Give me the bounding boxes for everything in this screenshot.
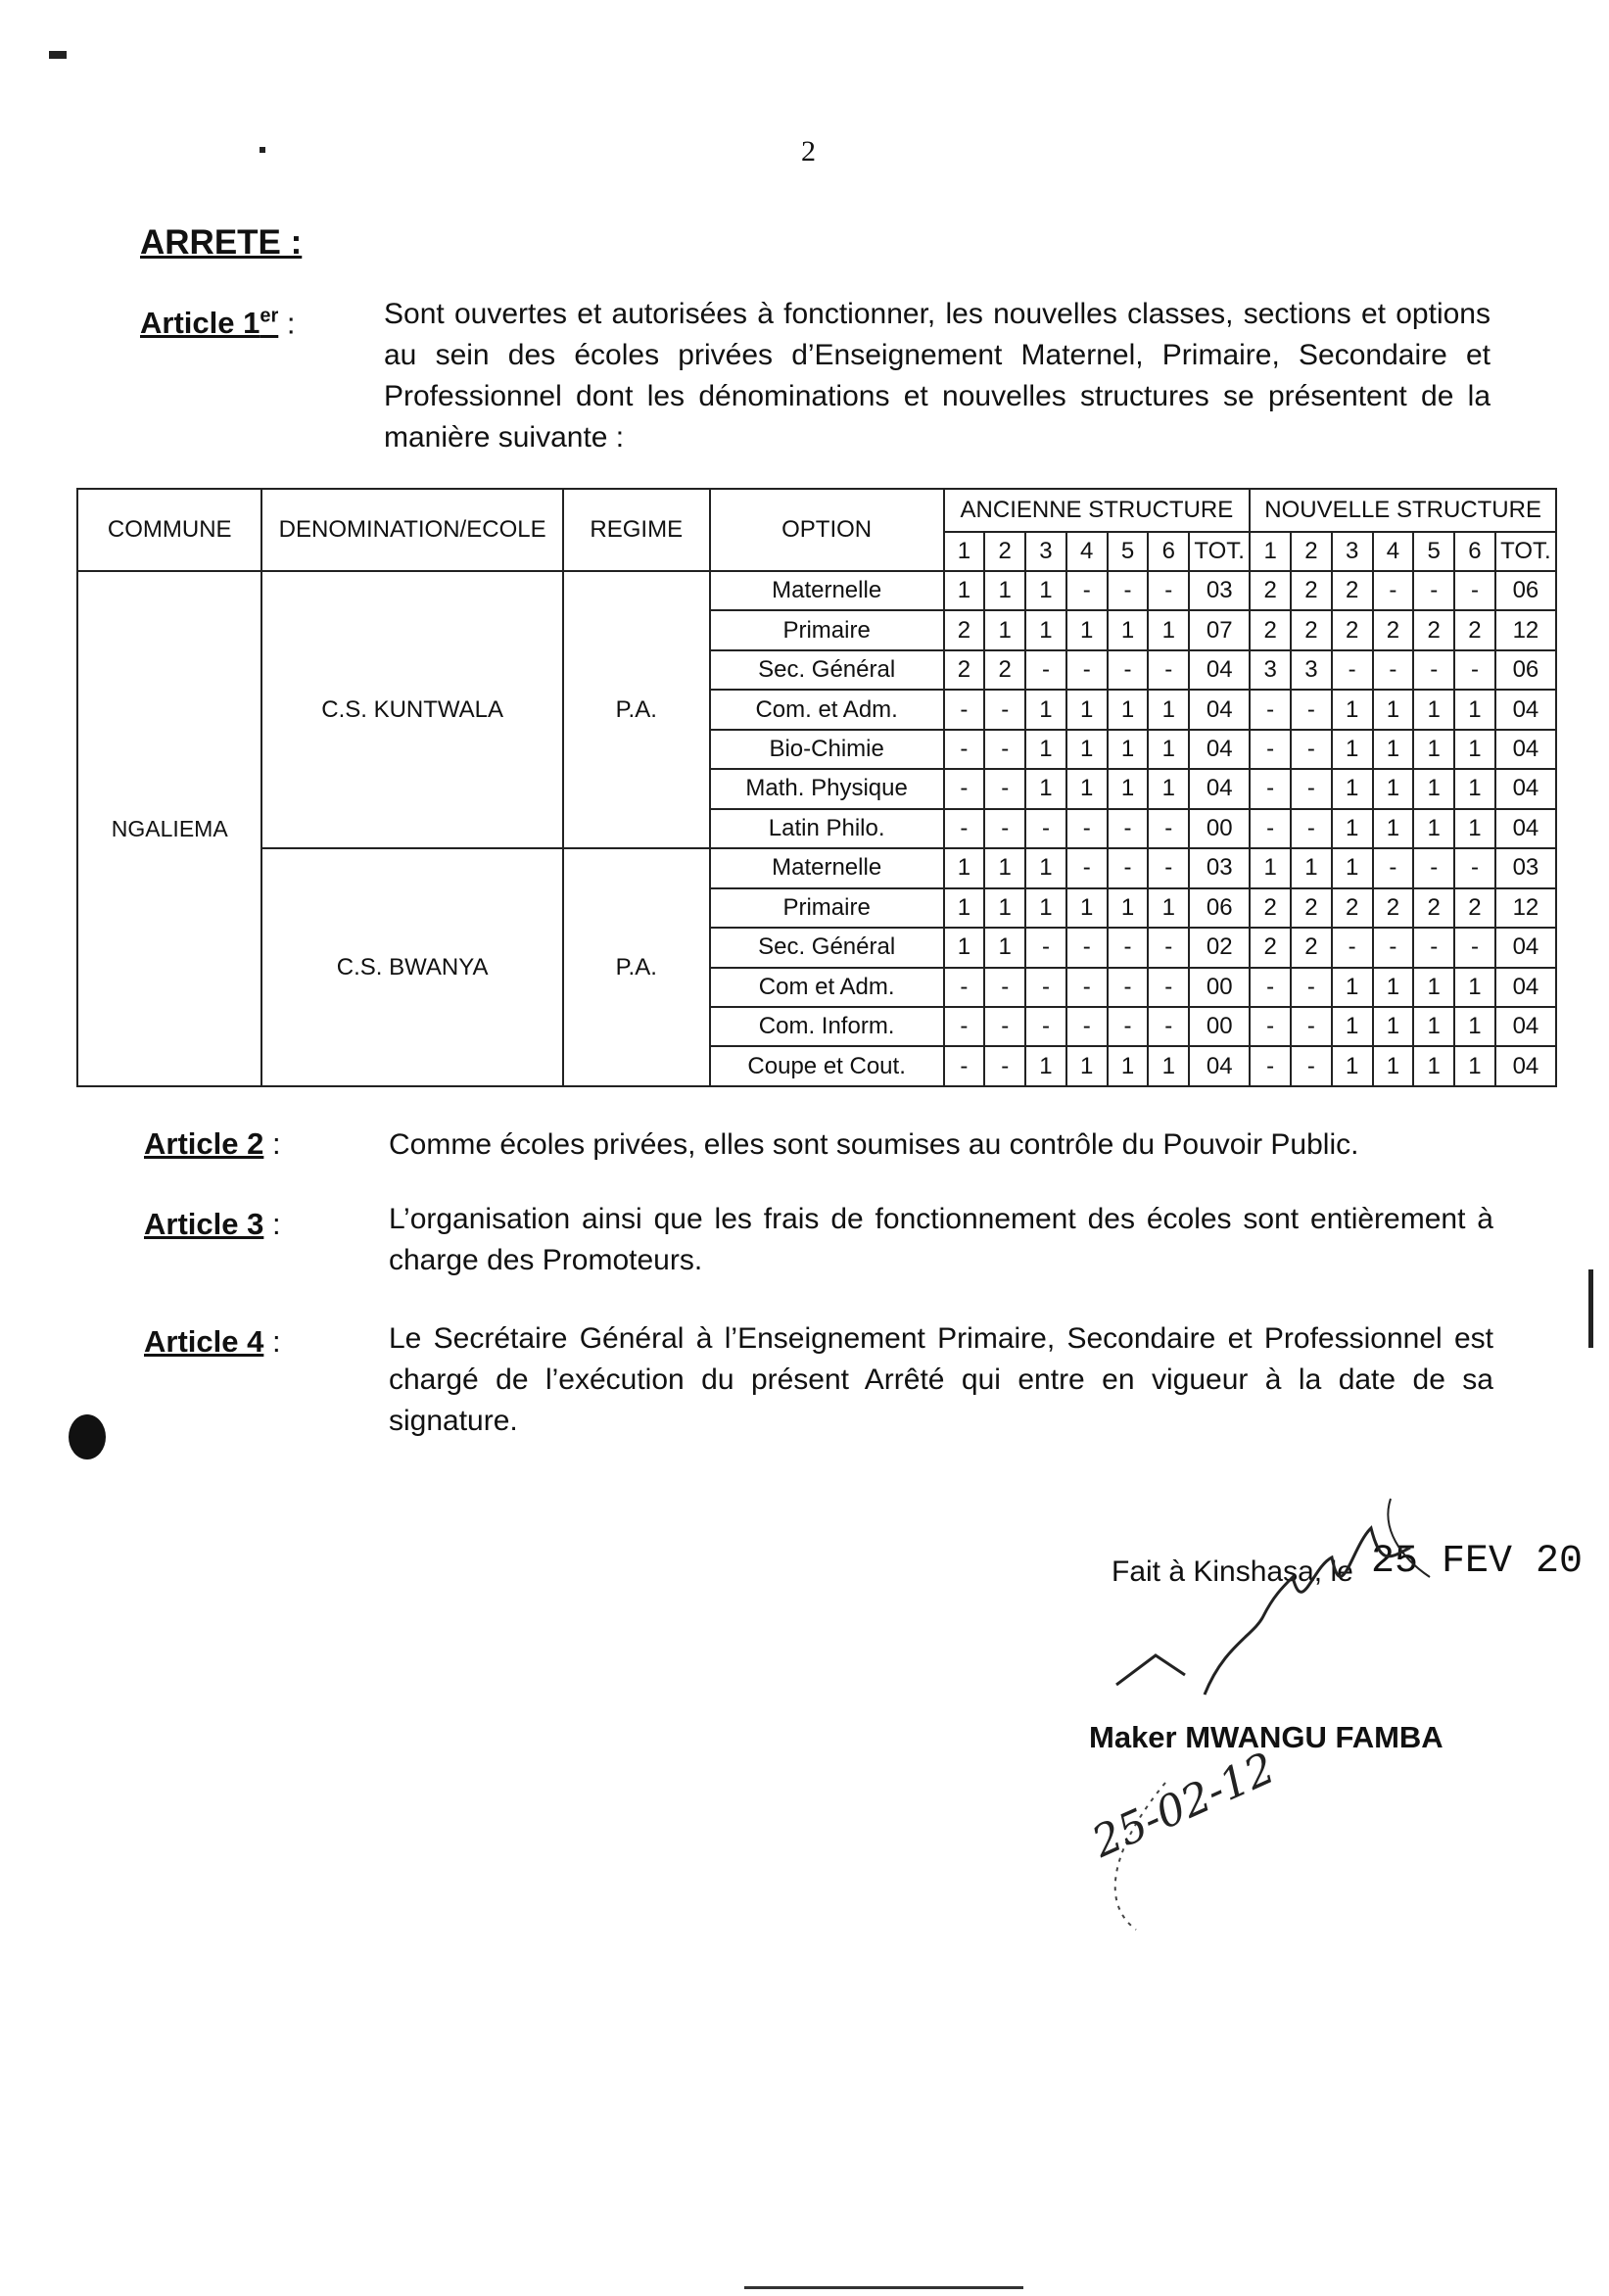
old-class-cell: 1 [1108,769,1149,808]
new-class-cell: - [1373,571,1414,610]
new-class-cell: - [1373,928,1414,967]
option-cell: Primaire [710,610,944,649]
new-class-cell: - [1413,928,1454,967]
old-class-cell: - [1148,650,1189,690]
new-total-cell: 04 [1495,1046,1556,1086]
old-class-cell: 1 [1066,888,1108,928]
new-class-cell: - [1413,848,1454,887]
header-old-col: 1 [944,532,985,571]
old-class-cell: - [944,1046,985,1086]
new-total-cell: 04 [1495,809,1556,848]
header-old-col: 3 [1025,532,1066,571]
old-class-cell: - [984,809,1025,848]
old-class-cell: 1 [1025,730,1066,769]
old-class-cell: 1 [1148,888,1189,928]
old-class-cell: 1 [1025,888,1066,928]
new-class-cell: - [1413,571,1454,610]
header-option: OPTION [710,489,944,571]
old-class-cell: 1 [944,928,985,967]
header-new-col: 6 [1454,532,1495,571]
article-2-text: Comme écoles privées, elles sont soumises au contrôle du Pouvoir Public. [389,1128,1359,1161]
signatory-name: Maker MWANGU FAMBA [1089,1720,1443,1754]
option-cell: Com et Adm. [710,968,944,1007]
old-class-cell: 1 [1148,1046,1189,1086]
old-total-cell: 04 [1189,690,1250,729]
old-class-cell: 1 [1108,730,1149,769]
new-class-cell: 1 [1454,1046,1495,1086]
new-class-cell: 1 [1332,690,1373,729]
old-class-cell: 1 [1066,769,1108,808]
scan-speck [260,147,265,153]
regime-cell: P.A. [563,571,710,848]
new-class-cell: - [1291,1007,1332,1046]
old-class-cell: - [944,968,985,1007]
new-class-cell: 2 [1291,610,1332,649]
new-class-cell: 1 [1332,730,1373,769]
new-class-cell: - [1332,650,1373,690]
new-class-cell: 1 [1373,809,1414,848]
article-3-label [144,1207,281,1242]
old-class-cell: 1 [944,848,985,887]
new-total-cell: 04 [1495,730,1556,769]
old-total-cell: 00 [1189,968,1250,1007]
article-2-colon: : [263,1126,281,1161]
header-commune: COMMUNE [77,489,261,571]
old-class-cell: 2 [944,610,985,649]
header-new-total: TOT. [1495,532,1556,571]
stamped-date: 25 FEV 20 [1371,1540,1584,1584]
new-class-cell: - [1291,730,1332,769]
new-class-cell: 2 [1332,571,1373,610]
header-old-col: 2 [984,532,1025,571]
option-cell: Com. Inform. [710,1007,944,1046]
new-class-cell: 1 [1413,690,1454,729]
option-cell: Sec. Général [710,650,944,690]
new-total-cell: 06 [1495,571,1556,610]
new-class-cell: - [1291,809,1332,848]
old-class-cell: 1 [1066,690,1108,729]
old-class-cell: - [1108,968,1149,1007]
old-class-cell: 1 [984,571,1025,610]
article-1-superscript: er [260,306,279,327]
old-class-cell: 2 [984,650,1025,690]
option-cell: Math. Physique [710,769,944,808]
old-class-cell: 1 [984,610,1025,649]
new-total-cell: 12 [1495,888,1556,928]
article-1-label-text: Article 1 [140,306,260,341]
document-heading: ARRETE : [140,223,303,262]
old-class-cell: 1 [944,571,985,610]
new-class-cell: 2 [1291,888,1332,928]
option-cell: Coupe et Cout. [710,1046,944,1086]
article-4-label [144,1324,281,1360]
new-class-cell: 1 [1332,1007,1373,1046]
old-total-cell: 04 [1189,769,1250,808]
new-total-cell: 04 [1495,968,1556,1007]
option-cell: Primaire [710,888,944,928]
article-2-label [144,1126,281,1162]
old-class-cell: - [1148,848,1189,887]
article-1-text: Sont ouvertes et autorisées à fonctionner, les nouvelles classes, sections et options au sein des écoles privées d’Enseignement Maternel, Primaire, Secondaire et Professionnel dont les dénominations et nouvelles structures se présentent de la manière suivante : [384,298,1491,454]
old-total-cell: 04 [1189,1046,1250,1086]
old-class-cell: 1 [1066,610,1108,649]
old-class-cell: - [944,1007,985,1046]
new-class-cell: 2 [1250,928,1291,967]
new-class-cell: 1 [1291,848,1332,887]
article-2-label-text: Article 2 [144,1126,264,1161]
old-class-cell: - [1066,809,1108,848]
new-class-cell: 1 [1373,1007,1414,1046]
old-total-cell: 06 [1189,888,1250,928]
new-class-cell: 1 [1413,769,1454,808]
old-class-cell: 1 [1108,690,1149,729]
old-total-cell: 02 [1189,928,1250,967]
old-class-cell: - [1066,571,1108,610]
header-old-total: TOT. [1189,532,1250,571]
new-class-cell: - [1454,650,1495,690]
old-class-cell: - [1066,848,1108,887]
old-class-cell: 1 [1025,571,1066,610]
option-cell: Bio-Chimie [710,730,944,769]
new-class-cell: - [1250,968,1291,1007]
commune-cell: NGALIEMA [77,571,261,1086]
header-old-col: 5 [1108,532,1149,571]
old-total-cell: 00 [1189,809,1250,848]
new-class-cell: - [1373,650,1414,690]
old-class-cell: 1 [1025,690,1066,729]
old-class-cell: 1 [944,888,985,928]
new-class-cell: - [1454,928,1495,967]
new-class-cell: 3 [1291,650,1332,690]
old-total-cell: 04 [1189,650,1250,690]
new-class-cell: - [1413,650,1454,690]
header-new-col: 1 [1250,532,1291,571]
old-class-cell: 1 [1066,1046,1108,1086]
new-class-cell: - [1332,928,1373,967]
old-class-cell: 1 [1025,610,1066,649]
header-denomination: DENOMINATION/ECOLE [261,489,562,571]
new-class-cell: 1 [1332,769,1373,808]
old-class-cell: - [1025,968,1066,1007]
old-class-cell: - [984,1046,1025,1086]
old-class-cell: 1 [1066,730,1108,769]
old-class-cell: - [1108,809,1149,848]
old-class-cell: - [944,809,985,848]
new-class-cell: - [1291,690,1332,729]
old-class-cell: - [1148,571,1189,610]
new-class-cell: - [1454,848,1495,887]
old-class-cell: - [1066,650,1108,690]
option-cell: Com. et Adm. [710,690,944,729]
new-total-cell: 04 [1495,769,1556,808]
old-class-cell: 1 [1148,730,1189,769]
old-total-cell: 07 [1189,610,1250,649]
old-class-cell: - [1025,928,1066,967]
schools-table [76,488,1557,1087]
new-class-cell: - [1291,968,1332,1007]
old-total-cell: 00 [1189,1007,1250,1046]
handwritten-signature [1018,1469,1567,1979]
old-class-cell: - [944,730,985,769]
old-class-cell: - [1148,809,1189,848]
new-class-cell: 1 [1413,730,1454,769]
old-class-cell: 1 [1025,848,1066,887]
old-class-cell: - [1148,928,1189,967]
old-class-cell: 1 [1108,888,1149,928]
new-class-cell: 1 [1413,1007,1454,1046]
new-class-cell: 1 [1413,1046,1454,1086]
option-cell: Sec. Général [710,928,944,967]
punch-hole-mark [69,1414,106,1459]
article-4-text: Le Secrétaire Général à l’Enseignement Primaire, Secondaire et Professionnel est chargé de l’exécution du présent Arrêté qui entre en vigueur à la date de sa signature. [389,1322,1493,1437]
old-class-cell: - [984,1007,1025,1046]
new-total-cell: 04 [1495,1007,1556,1046]
header-ancienne-structure: ANCIENNE STRUCTURE [944,489,1251,532]
old-total-cell: 03 [1189,571,1250,610]
old-class-cell: 1 [1025,769,1066,808]
margin-mark [1588,1269,1593,1348]
header-regime: REGIME [563,489,710,571]
new-class-cell: - [1250,690,1291,729]
old-class-cell: - [1066,928,1108,967]
new-class-cell: 1 [1413,968,1454,1007]
new-class-cell: - [1291,769,1332,808]
old-class-cell: - [1025,1007,1066,1046]
new-class-cell: 2 [1250,888,1291,928]
old-class-cell: - [944,769,985,808]
old-class-cell: - [984,730,1025,769]
new-class-cell: - [1291,1046,1332,1086]
new-class-cell: 1 [1332,968,1373,1007]
article-4-colon: : [263,1324,281,1359]
new-total-cell: 04 [1495,690,1556,729]
article-1-colon: : [278,306,296,341]
new-class-cell: 2 [1250,571,1291,610]
new-class-cell: 2 [1332,610,1373,649]
old-class-cell: - [984,769,1025,808]
new-total-cell: 12 [1495,610,1556,649]
article-3-label-text: Article 3 [144,1207,264,1241]
old-class-cell: - [1066,968,1108,1007]
old-class-cell: - [1148,968,1189,1007]
header-new-col: 4 [1373,532,1414,571]
option-cell: Maternelle [710,848,944,887]
option-cell: Maternelle [710,571,944,610]
new-class-cell: 2 [1413,610,1454,649]
old-class-cell: - [1108,1007,1149,1046]
old-total-cell: 04 [1189,730,1250,769]
new-class-cell: 2 [1454,888,1495,928]
header-nouvelle-structure: NOUVELLE STRUCTURE [1250,489,1556,532]
new-class-cell: 2 [1454,610,1495,649]
new-class-cell: - [1373,848,1414,887]
new-class-cell: 2 [1373,610,1414,649]
new-class-cell: - [1454,571,1495,610]
new-class-cell: 1 [1332,1046,1373,1086]
old-class-cell: 1 [984,928,1025,967]
new-class-cell: 1 [1454,769,1495,808]
new-class-cell: 2 [1291,571,1332,610]
new-class-cell: 1 [1454,730,1495,769]
old-class-cell: 1 [1148,690,1189,729]
new-class-cell: 1 [1373,690,1414,729]
option-cell: Latin Philo. [710,809,944,848]
old-class-cell: 1 [1108,1046,1149,1086]
table-row [77,571,1556,610]
new-class-cell: 1 [1454,690,1495,729]
old-class-cell: - [984,968,1025,1007]
old-class-cell: 1 [1148,769,1189,808]
old-total-cell: 03 [1189,848,1250,887]
new-class-cell: 1 [1373,1046,1414,1086]
new-class-cell: 1 [1454,809,1495,848]
old-class-cell: - [1108,571,1149,610]
header-new-col: 5 [1413,532,1454,571]
new-class-cell: 3 [1250,650,1291,690]
old-class-cell: - [1025,809,1066,848]
article-1-label [140,306,295,341]
new-class-cell: 2 [1250,610,1291,649]
article-4-label-text: Article 4 [144,1324,264,1359]
new-class-cell: - [1250,769,1291,808]
new-class-cell: 1 [1454,1007,1495,1046]
new-class-cell: 1 [1332,809,1373,848]
header-old-col: 4 [1066,532,1108,571]
old-class-cell: 2 [944,650,985,690]
old-class-cell: - [1108,928,1149,967]
bottom-rule [744,2286,1023,2289]
new-class-cell: - [1250,730,1291,769]
new-class-cell: 2 [1332,888,1373,928]
new-total-cell: 06 [1495,650,1556,690]
header-new-col: 2 [1291,532,1332,571]
old-class-cell: 1 [1025,1046,1066,1086]
new-class-cell: - [1250,1046,1291,1086]
old-class-cell: - [1066,1007,1108,1046]
school-name-cell: C.S. KUNTWALA [261,571,562,848]
new-class-cell: 1 [1454,968,1495,1007]
page-number: 2 [801,135,816,167]
old-class-cell: 1 [984,888,1025,928]
new-class-cell: 2 [1291,928,1332,967]
new-class-cell: 1 [1332,848,1373,887]
new-class-cell: 1 [1373,968,1414,1007]
new-class-cell: - [1250,1007,1291,1046]
new-class-cell: 2 [1373,888,1414,928]
scan-speck [49,51,67,59]
header-new-col: 3 [1332,532,1373,571]
old-class-cell: - [984,690,1025,729]
place-label: Fait à Kinshasa, le [1112,1555,1353,1588]
table-row [77,848,1556,887]
old-class-cell: 1 [1148,610,1189,649]
new-total-cell: 03 [1495,848,1556,887]
old-class-cell: - [1148,1007,1189,1046]
new-class-cell: 1 [1413,809,1454,848]
old-class-cell: 1 [984,848,1025,887]
new-class-cell: 1 [1250,848,1291,887]
article-3-colon: : [263,1207,281,1241]
old-class-cell: - [1108,650,1149,690]
article-3-text: L’organisation ainsi que les frais de fonctionnement des écoles sont entièrement à charge des Promoteurs. [389,1203,1493,1276]
header-old-col: 6 [1148,532,1189,571]
regime-cell: P.A. [563,848,710,1086]
old-class-cell: - [1025,650,1066,690]
new-class-cell: - [1250,809,1291,848]
old-class-cell: 1 [1108,610,1149,649]
old-class-cell: - [1108,848,1149,887]
new-class-cell: 1 [1373,769,1414,808]
old-class-cell: - [944,690,985,729]
handwritten-date: 25-02-12 [1085,1743,1283,1868]
school-name-cell: C.S. BWANYA [261,848,562,1086]
new-class-cell: 2 [1413,888,1454,928]
new-class-cell: 1 [1373,730,1414,769]
new-total-cell: 04 [1495,928,1556,967]
